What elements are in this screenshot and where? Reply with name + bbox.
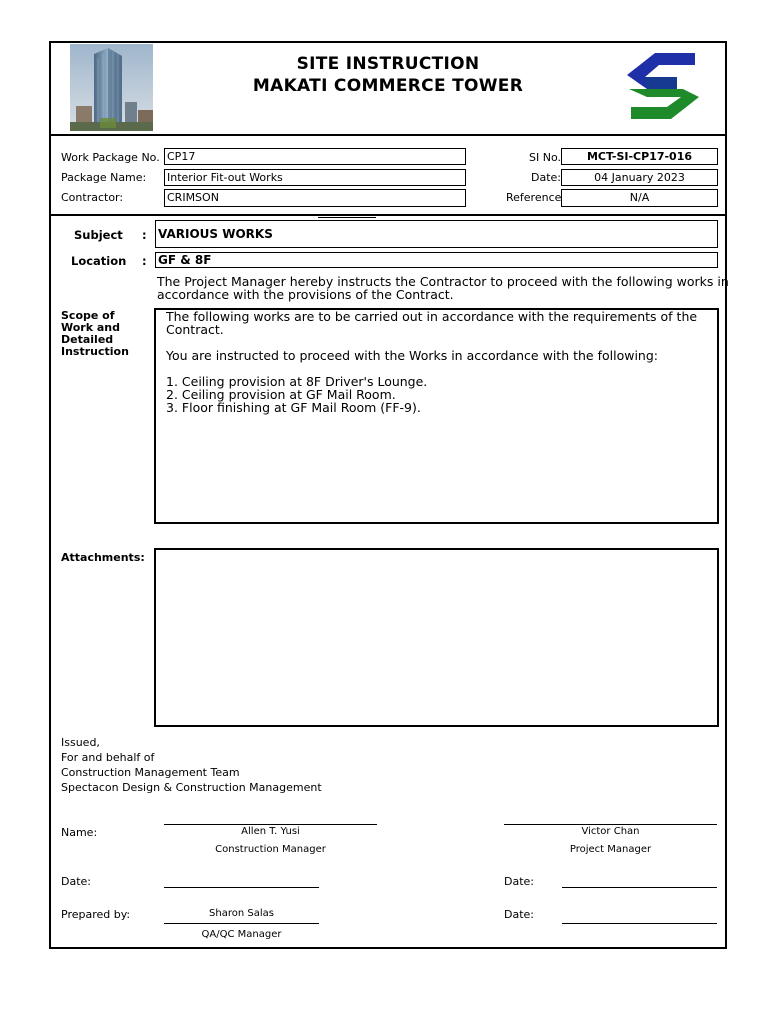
subject-label: Subject: [74, 228, 123, 242]
intro-line2: accordance with the provisions of the Contract.: [157, 287, 454, 302]
subject-colon: :: [142, 228, 147, 242]
intro-line1: The Project Manager hereby instructs the Contractor to proceed with the following works in: [157, 274, 729, 289]
scope-label-line: Work and: [61, 321, 120, 334]
location-colon: :: [142, 254, 147, 268]
date-label-left: Date:: [61, 875, 91, 888]
work-package-label: Work Package No.: [61, 151, 160, 164]
date-label-right2: Date:: [504, 908, 534, 921]
reference-label: Reference: [506, 191, 562, 204]
scope-label-line: Scope of: [61, 309, 115, 322]
attachments-box: [154, 548, 719, 727]
scope-label-line: Instruction: [61, 345, 129, 358]
prep-signature-line: [164, 923, 319, 924]
cm-title: Construction Manager: [215, 844, 326, 855]
date-field: 04 January 2023: [561, 169, 718, 186]
location-label: Location: [71, 254, 127, 268]
pm-signature-line: [504, 824, 717, 825]
si-no-field: MCT-SI-CP17-016: [561, 148, 718, 165]
package-name-label: Package Name:: [61, 171, 147, 184]
si-no-label: SI No.: [529, 151, 561, 164]
prep-name: Sharon Salas: [209, 908, 274, 919]
location-field: GF & 8F: [155, 252, 718, 268]
title-line2: MAKATI COMMERCE TOWER: [252, 76, 524, 96]
date-label: Date:: [531, 171, 561, 184]
subject-field: VARIOUS WORKS: [155, 220, 718, 248]
tick-mark: [318, 217, 376, 218]
contractor-label: Contractor:: [61, 191, 124, 204]
pm-name: Victor Chan: [581, 826, 640, 837]
issued-line4: Spectacon Design & Construction Management: [61, 781, 322, 794]
cm-name: Allen T. Yusi: [241, 826, 300, 837]
pm-title: Project Manager: [569, 844, 652, 855]
scope-box: [154, 308, 719, 524]
cm-signature-line: [164, 824, 377, 825]
scope-item1: 1. Ceiling provision at 8F Driver's Lounge.: [166, 374, 428, 389]
attachments-label: Attachments:: [61, 551, 145, 564]
issued-line2: For and behalf of: [61, 751, 155, 764]
date-line-left: [164, 887, 319, 888]
prep-title: QA/QC Manager: [201, 929, 282, 940]
scope-label-line: Detailed: [61, 333, 114, 346]
scope-label: [61, 310, 129, 358]
title-line1: SITE INSTRUCTION: [296, 54, 480, 74]
scope-item2: 2. Ceiling provision at GF Mail Room.: [166, 387, 396, 402]
scope-line2: Contract.: [166, 322, 224, 337]
scope-item3: 3. Floor finishing at GF Mail Room (FF-9).: [166, 400, 421, 415]
reference-field: N/A: [561, 189, 718, 207]
name-label: Name:: [61, 826, 98, 839]
date-line-right2: [562, 923, 717, 924]
scope-line1: The following works are to be carried out in accordance with the requirements of the: [166, 309, 698, 324]
date-line-right: [562, 887, 717, 888]
package-name-field: Interior Fit-out Works: [164, 169, 466, 186]
contractor-field: CRIMSON: [164, 189, 466, 207]
work-package-field: CP17: [164, 148, 466, 165]
date-label-right: Date:: [504, 875, 534, 888]
header-divider: [49, 134, 727, 136]
info-divider: [49, 214, 727, 216]
company-logo: [625, 51, 701, 121]
scope-line3: You are instructed to proceed with the Works in accordance with the following:: [166, 348, 658, 363]
issued-line3: Construction Management Team: [61, 766, 240, 779]
prepared-by-label: Prepared by:: [61, 908, 131, 921]
building-photo: [70, 44, 153, 131]
issued-line1: Issued,: [61, 736, 100, 749]
